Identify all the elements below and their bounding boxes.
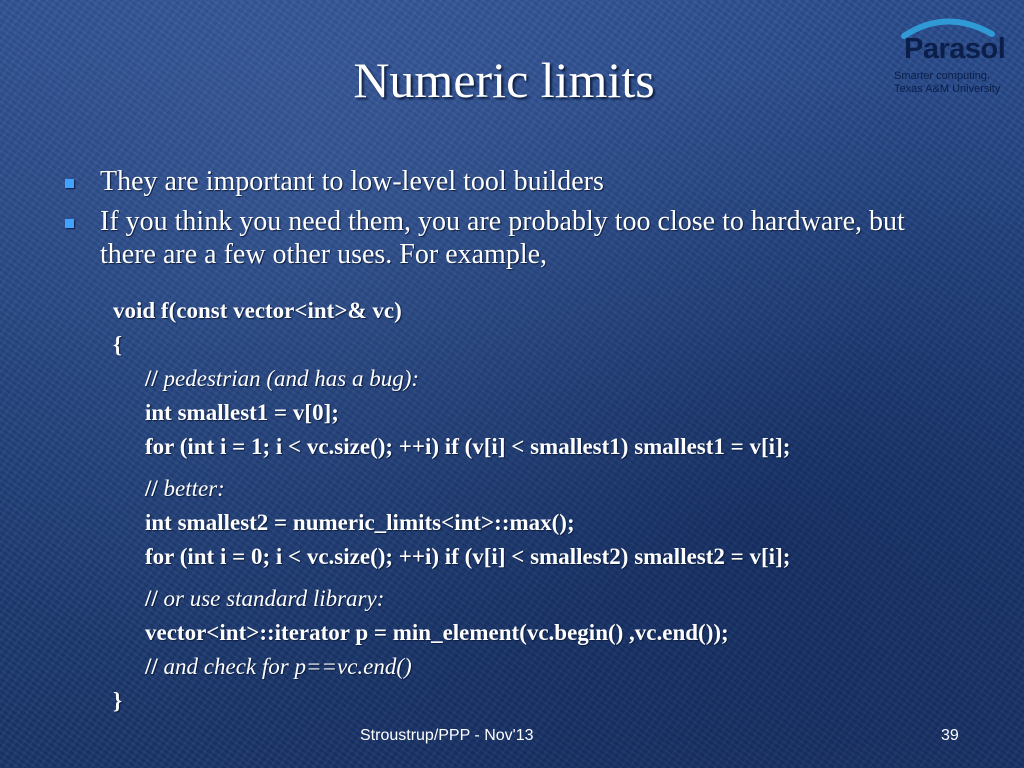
code-block xyxy=(113,294,790,718)
comment-text: and check for p==vc.end() xyxy=(157,654,412,679)
parasol-logo xyxy=(890,14,1015,100)
page-number: 39 xyxy=(941,727,959,744)
code-close-brace: } xyxy=(113,688,123,713)
code-comment xyxy=(113,650,790,684)
logo-tagline: Smarter computing. xyxy=(894,70,990,82)
bullet-item xyxy=(60,165,930,198)
bullet-list xyxy=(60,165,930,278)
code-line: for (int i = 0; i < vc.size(); ++i) if (v[i] < smallest2) smallest2 = v[i]; xyxy=(145,544,791,569)
comment-text: better: xyxy=(157,476,225,501)
square-bullet-icon xyxy=(65,219,74,228)
slide-title: Numeric limits xyxy=(353,52,655,108)
code-line: int smallest1 = v[0]; xyxy=(145,400,339,425)
comment-slashes: // xyxy=(145,586,158,611)
square-bullet-icon xyxy=(65,179,74,188)
code-comment xyxy=(113,582,790,616)
comment-text: pedestrian (and has a bug): xyxy=(157,366,420,391)
bullet-item xyxy=(60,205,930,271)
code-line: vector<int>::iterator p = min_element(vc.begin() ,vc.end()); xyxy=(145,620,729,645)
code-signature: void f(const vector<int>& vc) xyxy=(113,298,402,323)
comment-slashes: // xyxy=(145,654,158,679)
comment-slashes: // xyxy=(145,366,158,391)
comment-slashes: // xyxy=(145,476,158,501)
bullet-text: If you think you need them, you are probably too close to hardware, but there are a few other uses. For example, xyxy=(100,206,905,270)
slide-footer: Stroustrup/PPP - Nov'13 xyxy=(360,727,534,744)
code-comment xyxy=(113,472,790,506)
logo-university: Texas A&M University xyxy=(894,83,1001,95)
bullet-text: They are important to low-level tool builders xyxy=(100,166,604,197)
code-line: int smallest2 = numeric_limits<int>::max(); xyxy=(145,510,575,535)
code-line: for (int i = 1; i < vc.size(); ++i) if (v[i] < smallest1) smallest1 = v[i]; xyxy=(145,434,791,459)
logo-name: Parasol xyxy=(904,33,1006,65)
comment-text: or use standard library: xyxy=(157,586,385,611)
code-open-brace: { xyxy=(113,332,123,357)
code-comment xyxy=(113,362,790,396)
